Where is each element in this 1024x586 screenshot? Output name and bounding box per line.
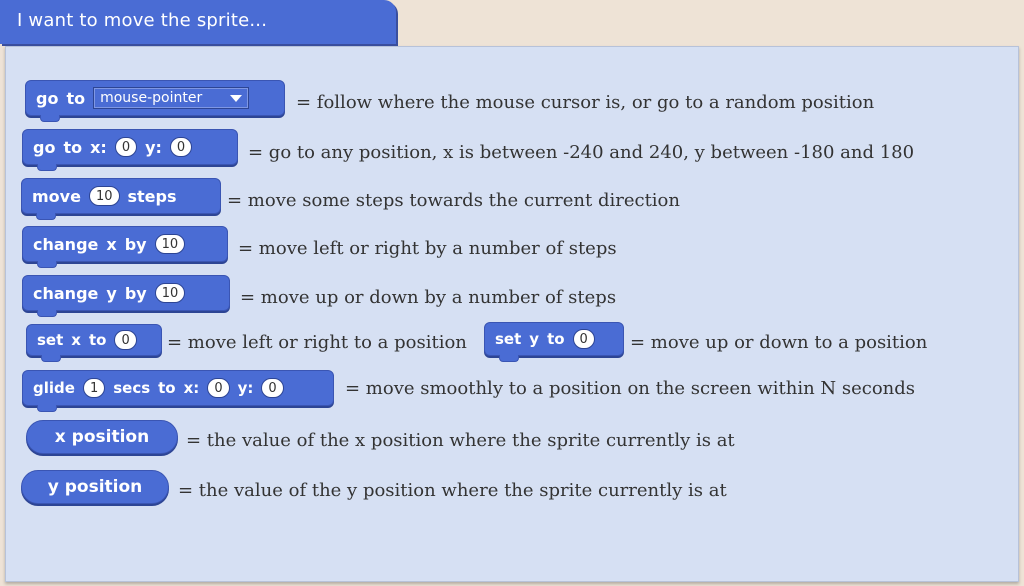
change-x-description: = move left or right by a number of steps xyxy=(238,238,617,259)
set-x-block[interactable] xyxy=(26,324,162,356)
go-to-pointer-description: = follow where the mouse cursor is, or go to a random position xyxy=(296,92,875,113)
block-keyword: x: xyxy=(90,137,107,157)
block-keyword: x xyxy=(71,331,81,349)
target-dropdown[interactable] xyxy=(93,87,249,109)
y-value-input[interactable]: 0 xyxy=(170,137,192,157)
set-x-value-input[interactable]: 0 xyxy=(114,330,136,350)
y-position-reporter[interactable] xyxy=(21,470,169,504)
block-keyword: y xyxy=(106,283,117,303)
x-position-reporter[interactable] xyxy=(26,420,178,454)
block-keyword: to xyxy=(66,88,86,108)
block-keyword: by xyxy=(124,234,147,254)
y-position-description: = the value of the y position where the sprite currently is at xyxy=(178,480,727,501)
header-title: I want to move the sprite... xyxy=(17,10,268,31)
glide-x-value-input[interactable]: 0 xyxy=(207,378,229,398)
dropdown-value: mouse-pointer xyxy=(100,90,203,106)
change-x-value-input[interactable]: 10 xyxy=(155,234,186,254)
change-x-block[interactable] xyxy=(22,226,228,262)
set-x-description: = move left or right to a position xyxy=(167,332,467,353)
block-keyword: set xyxy=(37,331,64,349)
block-keyword: secs xyxy=(113,379,151,397)
glide-description: = move smoothly to a position on the screen within N seconds xyxy=(345,378,916,399)
header-tab xyxy=(0,0,396,44)
set-y-value-input[interactable]: 0 xyxy=(573,329,595,349)
block-keyword: to xyxy=(63,137,83,157)
block-keyword: steps xyxy=(127,186,177,206)
go-to-xy-description: = go to any position, x is between -240 and 240, y between -180 and 180 xyxy=(248,142,915,163)
block-keyword: by xyxy=(124,283,147,303)
reporter-label: y position xyxy=(47,477,143,497)
change-y-description: = move up or down by a number of steps xyxy=(240,287,617,308)
block-keyword: y: xyxy=(145,137,162,157)
reporter-label: x position xyxy=(54,427,150,447)
x-position-description: = the value of the x position where the sprite currently is at xyxy=(186,430,735,451)
block-keyword: change xyxy=(33,283,99,303)
block-keyword: x xyxy=(106,234,117,254)
block-keyword: set xyxy=(495,330,522,348)
block-keyword: move xyxy=(32,186,81,206)
block-keyword: go xyxy=(33,137,56,157)
block-keyword: x: xyxy=(183,379,200,397)
set-y-block[interactable] xyxy=(484,322,624,356)
block-keyword: glide xyxy=(33,379,75,397)
go-to-pointer-block[interactable] xyxy=(25,80,285,116)
block-keyword: to xyxy=(158,379,176,397)
change-y-value-input[interactable]: 10 xyxy=(155,283,186,303)
change-y-block[interactable] xyxy=(22,275,230,311)
secs-value-input[interactable]: 1 xyxy=(83,378,105,398)
x-value-input[interactable]: 0 xyxy=(115,137,137,157)
set-y-description: = move up or down to a position xyxy=(630,332,928,353)
block-keyword: y: xyxy=(237,379,254,397)
steps-value-input[interactable]: 10 xyxy=(89,186,120,206)
block-keyword: go xyxy=(36,88,59,108)
block-keyword: to xyxy=(88,331,107,349)
go-to-xy-block[interactable] xyxy=(22,129,238,165)
glide-block[interactable] xyxy=(22,370,334,406)
chevron-down-icon[interactable] xyxy=(230,95,242,102)
move-steps-description: = move some steps towards the current direction xyxy=(227,190,680,211)
block-keyword: change xyxy=(33,234,99,254)
glide-y-value-input[interactable]: 0 xyxy=(261,378,283,398)
move-steps-block[interactable] xyxy=(21,178,221,214)
block-keyword: to xyxy=(547,330,565,348)
block-keyword: y xyxy=(529,330,540,348)
